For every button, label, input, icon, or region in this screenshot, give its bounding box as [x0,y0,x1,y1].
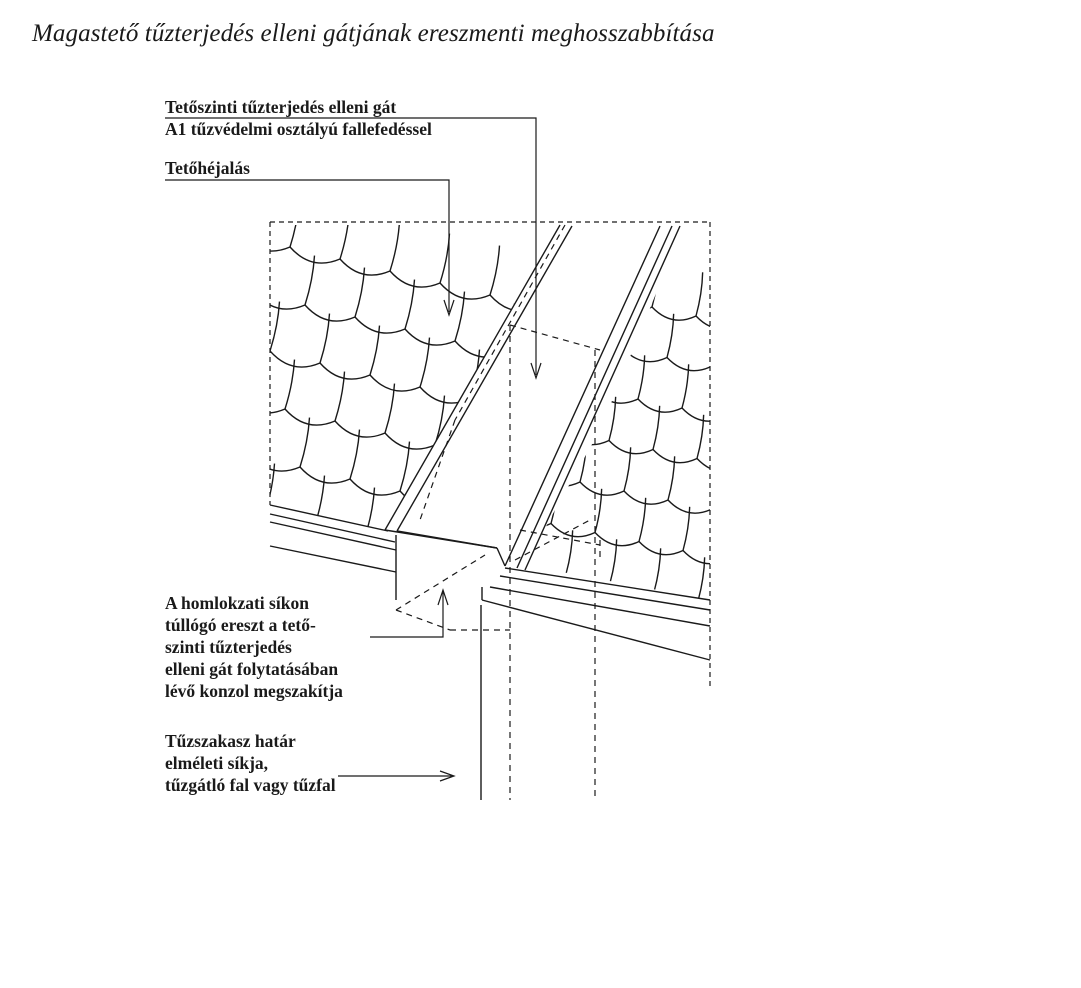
leader-fire-barrier [165,118,541,378]
label-roofing-line-1: Tetőhéjalás [165,158,250,178]
roof-tile-edge [755,332,762,376]
roof-tile [240,235,290,251]
roof-tile-edge [492,420,499,464]
roof-tile-edge [485,408,495,457]
roof-tile [180,547,230,563]
roof-tile [190,223,240,239]
roof-tile-edge [579,296,586,340]
leader-roofing [165,180,454,315]
label-eave-note-line-4: elleni gát folytatásában [165,659,339,679]
roof-tile-edge [355,268,365,317]
roof-tile [449,598,493,611]
eave-gutter-left [270,505,396,572]
roof-tile [415,549,465,565]
roof-tile [335,421,385,437]
outer-frame [270,222,710,690]
roof-tile-edge [727,516,734,560]
roof-tile-edge [335,372,345,421]
roof-tile-edge [165,440,175,489]
roof-tile-edge [350,430,360,479]
hidden-lines [396,225,600,800]
roof-tile-edge [566,530,573,574]
roof-tile [305,305,355,321]
roof-tile-edge [170,278,180,327]
roof-tile-edge [540,258,550,307]
roof-tile [450,503,500,519]
roof-tile-edge [521,379,528,423]
roof-tile [440,283,490,299]
roof-tile-edge [712,465,719,509]
roof-tile [520,411,570,427]
roof-tile [697,459,741,472]
roof-tile [405,329,455,345]
roof-tile-edge [385,384,395,433]
roof-tile-edge [305,256,315,305]
roof-tile [200,443,250,459]
label-fire-barrier-line-2: A1 tűzvédelmi osztályú fallefedéssel [165,119,432,139]
roof-tile-edge [434,503,441,547]
roof-tile-edge [530,582,540,631]
roof-tile-edge [405,280,415,329]
roof-tile [478,556,522,569]
roof-tile-edge [390,222,400,271]
roof-tile [515,573,565,589]
roof-tile [215,501,265,517]
roof-tile-edge [669,599,676,643]
roof-tile [205,281,255,297]
roof-tile-edge [726,373,733,417]
roof-tile-edge [585,432,595,481]
roof-tile [350,479,400,495]
roof-tile [555,365,605,381]
roof-tile-edge [713,608,720,652]
roof-tile-edge [624,447,631,491]
roof-tile-edge [215,452,225,501]
roof-tile [535,331,579,344]
roof-tile-edge [180,498,190,547]
roof-tile-edge [440,234,450,283]
label-eave-note-line-1: A homlokzati síkon [165,593,309,613]
roof-tile-edge [610,539,617,583]
roof-tile-edge [300,418,310,467]
roof-tile [330,583,380,599]
roof-tile [170,327,220,343]
roof-tile-edge [205,232,215,281]
roof-tile-edge [477,370,484,414]
roof-tile-edge [682,364,689,408]
roof-tile [506,372,550,385]
roof-tile-edge [570,374,580,423]
roof-tile-edge [609,397,616,441]
roof-tile [165,489,215,505]
roof-tile [608,298,652,311]
roof-tile-edge [370,326,380,375]
roof-tile [726,417,770,430]
roof-tile [270,351,320,367]
roof-tile-edge [653,406,660,450]
roof-tile [185,385,235,401]
roof-tile [476,271,520,284]
roof-tile-edge [740,281,747,325]
roof-tile-edge [535,420,545,469]
roof-tile-edge [520,362,530,411]
roof-tile-edge [320,314,330,363]
roof-tile-edge [130,486,140,535]
roof-tile [470,399,520,415]
roof-tile [434,547,478,560]
roof-tile [550,381,594,394]
label-fire-barrier-line-1: Tetőszinti tűzterjedés elleni gát [165,97,397,117]
roof-tile [654,592,698,605]
roof-tile-edge [536,429,543,473]
roof-tile-edge [400,442,410,491]
roof-tile-edge [668,456,675,500]
label-eave-note-line-3: szinti tűzterjedés [165,637,292,657]
label-eave-note-line-2: túllógó ereszt a tető- [165,615,316,635]
roof-tile [741,468,785,481]
roof-tile [280,571,330,587]
roof-tile [727,560,771,573]
label-eave-note-line-5: lévő konzol megszakítja [165,681,343,701]
roof-tile-edge [430,558,440,607]
roof-tile [711,367,755,380]
roof-tile-edge [449,554,456,598]
roof-tile [564,289,608,302]
roof-tile-edge [220,290,230,339]
roof-tile [696,316,740,329]
roof-tile [530,631,580,647]
roof-tile-edge [450,454,460,503]
roof-tile-edge [590,270,600,319]
roof-tile-edge [500,466,510,515]
roof-tile-edge [550,337,557,381]
roof-tile-edge [420,338,430,387]
roof-tile [740,325,784,338]
roof-tile-edge [270,302,280,351]
roof-tile-edge [250,406,260,455]
roof-tile [430,607,480,623]
diagram-title: Magastető tűzterjedés elleni gátjának ereszmenti meghosszabbítása [32,20,715,47]
roof-tile [130,535,180,551]
roof-tile [255,293,305,309]
roof-tile [505,353,555,369]
roof-tile-edge [741,424,748,468]
roof-tile [713,652,757,665]
roof-tile-edge [476,227,483,271]
roof-tile-edge [280,522,290,571]
roof-tiles-right [434,227,799,664]
roof-tile-edge [478,512,485,556]
roof-tile-edge [340,210,350,259]
roof-tile-edge [415,500,425,549]
roof-tile-edge [654,548,661,592]
roof-tile-edge [638,355,645,399]
roof-tile [385,433,435,449]
roof-tile-edge [285,360,295,409]
roof-tile [230,559,280,575]
label-fire-compartment-line-1: Tűzszakasz határ [165,731,296,751]
roof-tile-edge [608,254,615,298]
roof-tile-edge [565,388,572,432]
roof-tile-edge [667,314,674,358]
roof-tile-edge [639,498,646,542]
roof-tile [285,409,335,425]
roof-tile [712,509,756,522]
roof-tile [150,431,200,447]
roof-tile [540,307,590,323]
roof-tile [477,414,521,427]
roof-tile-edge [463,462,470,506]
roof-tile [669,643,713,656]
roof-tile-edge [185,336,195,385]
roof-tile [235,397,285,413]
roof-tile [521,423,565,436]
roof-tile-edge [683,507,690,551]
roof-tile [537,616,581,629]
roof-tile [463,506,507,519]
roof-tile [250,455,300,471]
roof-tile-edge [537,572,544,616]
roof-tile-edge [150,382,160,431]
roof-tile-edge [365,488,375,537]
roof-tile-edge [435,396,445,445]
roof-tile-edge [711,323,718,367]
roof-tile-edge [240,186,250,235]
roof-tile [492,464,536,477]
leader-eave-note [370,590,448,637]
roof-tile-edge [697,415,704,459]
roof-tile [605,377,655,393]
leader-fire-compartment [338,771,454,781]
roof-tile [370,375,420,391]
roof-tile-edge [493,563,500,607]
fire-wall-lines [396,535,481,800]
roof-tile [698,601,742,614]
roof-tile [380,595,430,611]
roof-tile-edge [595,489,602,533]
roof-tile [320,363,370,379]
roof-tile [480,619,530,635]
roof-tile-edge [490,246,500,295]
roof-tile [340,259,390,275]
label-fire-compartment-line-2: elméleti síkja, [165,753,269,773]
roof-tile-edge [190,174,200,223]
roof-tile [448,455,492,468]
roof-tile-edge [200,394,210,443]
roof-tile-edge [564,245,571,289]
roof-tile [300,467,350,483]
roof-tile-edge [520,236,527,280]
barrier-capping [385,225,680,570]
roof-tile-edge [462,319,469,363]
roof-tile-edge [255,244,265,293]
roof-tile-edge [465,512,475,561]
roof-tile [220,339,270,355]
roof-tile [755,376,799,389]
roof-tile-edge [315,476,325,525]
roof-tile [390,271,440,287]
roof-tile-edge [235,348,245,397]
roof-tile-edge [230,510,240,559]
eave-gutter-right [482,568,710,660]
label-fire-compartment-line-3: tűzgátló fal vagy tűzfal [165,775,336,795]
roof-tile [355,317,405,333]
roof-tile-edge [698,557,705,601]
roof-tile-edge [455,292,465,341]
roof-tile-edge [696,272,703,316]
roof-tile [290,247,340,263]
